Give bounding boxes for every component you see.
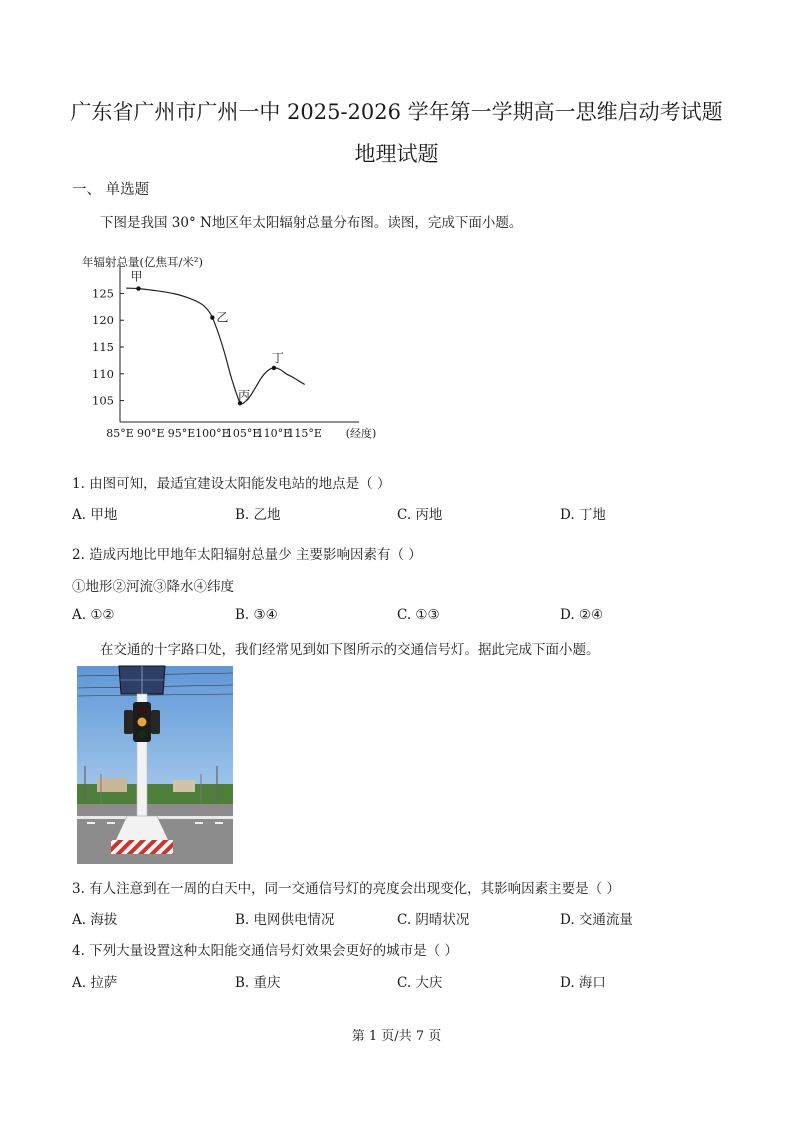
traffic-light-image <box>77 666 233 864</box>
x-tick-label: 100°E <box>195 427 230 440</box>
point-marker <box>210 315 214 319</box>
section-heading: 一、 单选题 <box>72 182 150 198</box>
question-3-stem: 3. 有人注意到在一周的白天中，同一交通信号灯的亮度会出现变化，其影响因素主要是（ ） <box>72 881 620 897</box>
chart-ylabel: 年辐射总量(亿焦耳/米²) <box>82 255 203 269</box>
intro-text-2: 在交通的十字路口处，我们经常见到如下图所示的交通信号灯。据此完成下面小题。 <box>100 642 600 658</box>
q3-option-a[interactable]: A. 海拔 <box>72 912 118 928</box>
traffic-light-photo <box>77 666 233 864</box>
chart-y-ticks <box>92 286 124 407</box>
point-marker <box>272 366 276 370</box>
y-tick-label: 115 <box>92 340 114 354</box>
q2-option-d[interactable]: D. ②④ <box>560 607 604 623</box>
x-tick-label: 110°E <box>256 427 292 440</box>
x-tick-label: 105°E <box>225 427 261 440</box>
x-tick-label: 115°E <box>287 427 322 440</box>
y-tick-label: 105 <box>92 393 114 408</box>
q3-option-b[interactable]: B. 电网供电情况 <box>235 912 335 928</box>
y-tick-label: 110 <box>92 366 114 381</box>
q4-option-d[interactable]: D. 海口 <box>560 975 606 991</box>
point-label: 乙 <box>216 310 229 325</box>
subject-title: 地理试题 <box>354 142 439 166</box>
q3-option-c[interactable]: C. 阴晴状况 <box>397 912 470 928</box>
radiation-chart <box>72 246 377 446</box>
document-title: 广东省广州市广州一中 2025-2026 学年第一学期高一思维启动考试题 <box>70 100 723 124</box>
radiation-curve <box>126 288 305 404</box>
q1-option-d[interactable]: D. 丁地 <box>560 507 606 523</box>
y-tick-label: 120 <box>92 313 114 328</box>
q4-option-a[interactable]: A. 拉萨 <box>72 975 118 991</box>
q1-option-a[interactable]: A. 甲地 <box>72 507 118 523</box>
question-4-stem: 4. 下列大量设置这种太阳能交通信号灯效果会更好的城市是（ ） <box>72 943 458 959</box>
point-marker <box>136 286 140 290</box>
x-axis-label: (经度) <box>345 427 377 440</box>
q1-option-c[interactable]: C. 丙地 <box>397 507 443 523</box>
intro-text-1: 下图是我国 30° N地区年太阳辐射总量分布图。读图，完成下面小题。 <box>100 215 523 231</box>
question-2-stem: 2. 造成丙地比甲地年太阳辐射总量少 主要影响因素有（ ） <box>72 547 422 563</box>
q4-option-c[interactable]: C. 大庆 <box>397 975 443 991</box>
q2-option-b[interactable]: B. ③④ <box>235 607 278 623</box>
page-footer: 第 1 页/共 7 页 <box>351 1029 442 1044</box>
question-2-factors: ①地形②河流③降水④纬度 <box>72 579 234 595</box>
chart-x-ticks <box>106 426 376 440</box>
q2-option-c[interactable]: C. ①③ <box>397 607 440 623</box>
point-label: 丁 <box>271 350 284 365</box>
point-label: 甲 <box>130 269 143 284</box>
q4-option-b[interactable]: B. 重庆 <box>235 975 281 991</box>
q2-option-a[interactable]: A. ①② <box>72 607 115 623</box>
x-tick-label: 90°E <box>137 427 165 440</box>
x-tick-label: 85°E <box>106 427 134 440</box>
y-tick-label: 125 <box>92 286 114 301</box>
question-1-stem: 1. 由图可知，最适宜建设太阳能发电站的地点是（ ） <box>72 476 391 492</box>
q3-option-d[interactable]: D. 交通流量 <box>560 912 633 928</box>
q1-option-b[interactable]: B. 乙地 <box>235 507 281 523</box>
point-label: 丙 <box>238 388 251 403</box>
x-tick-label: 95°E <box>167 427 196 440</box>
